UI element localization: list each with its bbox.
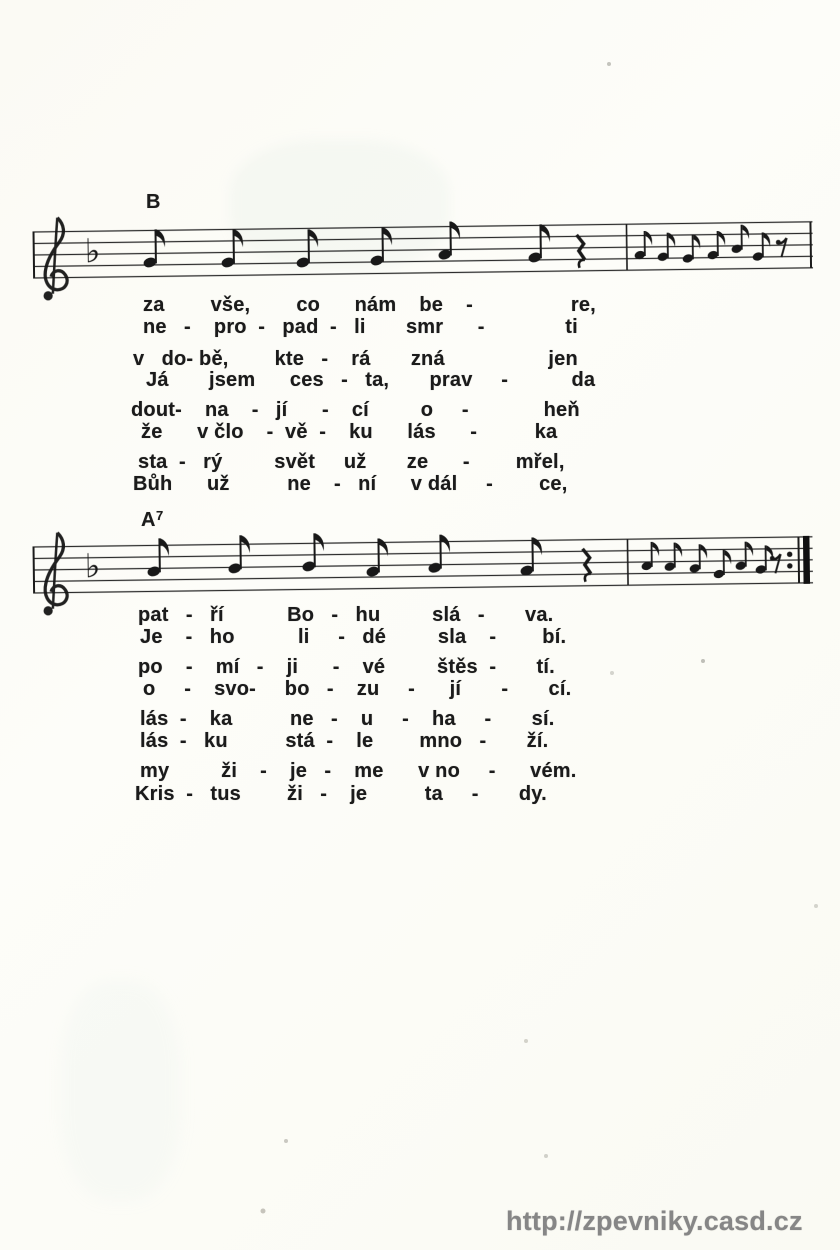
quarter-rest bbox=[577, 235, 585, 268]
chord-text: B bbox=[146, 191, 161, 213]
chord-text: A bbox=[141, 509, 156, 531]
lyric-line: za vše, co nám be - re, bbox=[143, 294, 596, 316]
watermark-url: http://zpevniky.casd.cz bbox=[506, 1206, 803, 1236]
scan-speckles bbox=[0, 0, 2, 2]
lyric-line: sta - rý svět už ze - mřel, bbox=[138, 451, 565, 473]
flat-sign-icon: ♭ bbox=[84, 546, 101, 586]
lyric-line: dout- na - jí - cí o - heň bbox=[131, 399, 580, 421]
lyric-line: v do- bě, kte - rá zná jen bbox=[133, 348, 578, 370]
lyric-line: my ži - je - me v no - vém. bbox=[140, 760, 577, 782]
scan-smudge bbox=[60, 980, 180, 1200]
lyric-line: lás - ku stá - le mno - ží. bbox=[140, 730, 549, 752]
staff-lines bbox=[33, 222, 814, 278]
lyric-line: o - svo- bo - zu - jí - cí. bbox=[143, 678, 572, 700]
barline-mid bbox=[626, 224, 627, 270]
eighth-rest bbox=[776, 238, 787, 257]
lyric-line: Já jsem ces - ta, prav - da bbox=[146, 369, 596, 391]
lyric-line: že v člo - vě - ku lás - ka bbox=[141, 421, 558, 443]
lyric-line: ne - pro - pad - li smr - ti bbox=[143, 316, 578, 338]
barline-start bbox=[34, 232, 35, 278]
treble-clef-icon bbox=[43, 533, 68, 616]
quarter-rest bbox=[583, 549, 591, 582]
chord-superscript: 7 bbox=[155, 508, 164, 523]
lyric-line: lás - ka ne - u - ha - sí. bbox=[140, 708, 555, 730]
treble-clef-icon bbox=[43, 218, 68, 301]
barline-start bbox=[34, 547, 35, 593]
lyric-line: pat - ří Bo - hu slá - va. bbox=[138, 604, 554, 626]
eighth-rest bbox=[770, 554, 781, 573]
barline-end bbox=[810, 222, 811, 268]
flat-sign-icon: ♭ bbox=[84, 231, 101, 271]
music-system-1 bbox=[32, 202, 815, 308]
lyric-line: Je - ho li - dé sla - bí. bbox=[140, 626, 567, 648]
lyric-line: Kris - tus ži - je ta - dy. bbox=[135, 783, 547, 805]
staff-1 bbox=[32, 202, 815, 308]
barline-mid bbox=[627, 539, 628, 585]
lyric-line: Bůh už ne - ní v dál - ce, bbox=[133, 473, 568, 495]
lyric-line: po - mí - ji - vé štěs - tí. bbox=[138, 656, 555, 678]
